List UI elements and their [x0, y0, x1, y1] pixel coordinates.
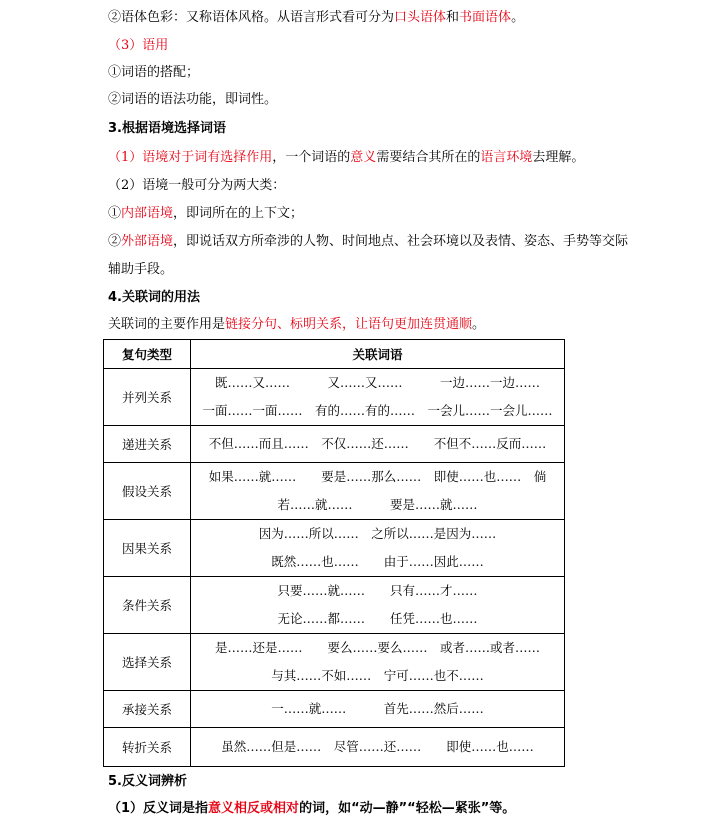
para-conjunction-role: 关联词的主要作用是链接分句、标明关系，让语句更加连贯通顺。: [108, 317, 486, 332]
conjunction-line: 一……就…… 首先……然后……: [271, 701, 484, 716]
row-type: 选择关系: [104, 634, 191, 691]
header-sentence-type: 复句类型: [104, 340, 191, 369]
row-type: 因果关系: [104, 520, 191, 577]
heading-3: 3.根据语境选择词语: [108, 121, 226, 136]
conjunction-line: 既……又…… 又……又…… 一边……一边……: [214, 375, 540, 390]
highlight-written: 书面语体: [459, 10, 512, 25]
row-conjunctions: [191, 634, 565, 691]
table-row: [104, 426, 565, 463]
conjunction-line: 既然……也…… 由于……因此……: [271, 554, 484, 569]
para-collocation: ①词语的搭配；: [108, 65, 200, 80]
table-header-row: [104, 340, 565, 369]
row-conjunctions: [191, 520, 565, 577]
highlight-oral: 口头语体: [394, 10, 447, 25]
para-internal-context: ①内部语境，即词所在的上下文；: [108, 206, 304, 221]
header-conjunctions: 关联词语: [191, 340, 565, 369]
row-type: 承接关系: [104, 691, 191, 728]
heading-4: 4.关联词的用法: [108, 290, 200, 305]
conjunction-line: 只要……就…… 只有……才……: [277, 583, 478, 598]
para-context-types: （2）语境一般可分为两大类：: [108, 178, 286, 193]
row-type: 假设关系: [104, 463, 191, 520]
subheading-pragmatics: （3）语用: [108, 38, 169, 53]
para-external-context-cont: 辅助手段。: [108, 262, 174, 277]
conjunction-line: 是……还是…… 要么……要么…… 或者……或者……: [214, 640, 540, 655]
conjunction-line: 一面……一面…… 有的……有的…… 一会儿……一会儿……: [202, 403, 553, 418]
row-type: 递进关系: [104, 426, 191, 463]
para-context-role: （1）语境对于词有选择作用，一个词语的意义需要结合其所在的语言环境去理解。: [108, 150, 585, 165]
row-conjunctions: [191, 463, 565, 520]
row-conjunctions: [191, 426, 565, 463]
conjunction-line: 因为……所以…… 之所以……是因为……: [258, 526, 497, 541]
conjunction-line: 虽然……但是…… 尽管……还…… 即使……也……: [221, 739, 534, 754]
conjunction-table: [103, 339, 565, 767]
para-grammar-function: ②词语的语法功能，即词性。: [108, 92, 278, 107]
para-antonym-def: （1）反义词是指意义相反或相对的词，如“动—静”“轻松—紧张”等。: [108, 801, 516, 816]
row-type: 转折关系: [104, 728, 191, 767]
row-conjunctions: [191, 577, 565, 634]
table-row: [104, 520, 565, 577]
para-external-context: ②外部语境，即说话双方所牵涉的人物、时间地点、社会环境以及表情、姿态、手势等交际: [108, 234, 629, 249]
row-type: 条件关系: [104, 577, 191, 634]
table-row: [104, 691, 565, 728]
row-conjunctions: [191, 691, 565, 728]
conjunction-line: 不但……而且…… 不仅……还…… 不但不……反而……: [208, 436, 547, 451]
conjunction-line: 无论……都…… 任凭……也……: [277, 611, 478, 626]
table-row: [104, 463, 565, 520]
conjunction-line: 与其……不如…… 宁可……也不……: [271, 668, 484, 683]
table-row: [104, 577, 565, 634]
row-type: 并列关系: [104, 369, 191, 426]
heading-5: 5.反义词辨析: [108, 774, 187, 789]
conjunction-line: 如果……就…… 要是……那么…… 即使……也…… 倘: [208, 469, 547, 484]
table-row: [104, 369, 565, 426]
table-row: [104, 634, 565, 691]
row-conjunctions: [191, 369, 565, 426]
para-voice-color: ②语体色彩：又称语体风格。从语言形式看可分为口头语体和书面语体。: [108, 10, 525, 25]
table-row: [104, 728, 565, 767]
row-conjunctions: [191, 728, 565, 767]
conjunction-line: 若……就…… 要是……就……: [277, 497, 478, 512]
